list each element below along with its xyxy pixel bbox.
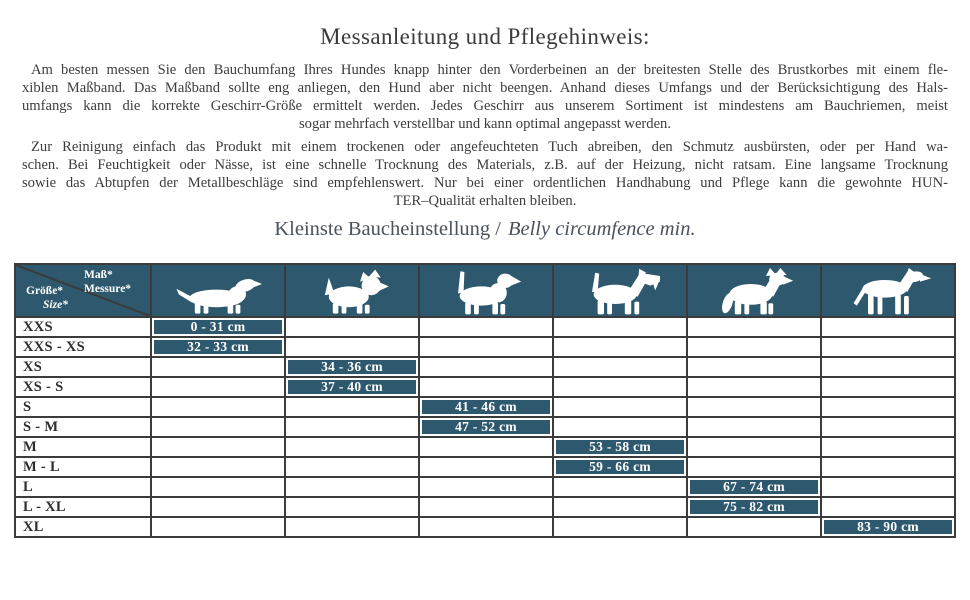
empty-cell [553,497,687,517]
paragraph-line: sowie das Abtupfen der Metallbeschläge sind empfehlenswert. Nur bei einer ordentlichen Handhabung und Pflege kann die gewohnte HUN- [22,175,948,191]
empty-cell [687,357,821,377]
hound-icon [436,268,536,316]
column-header-terrier [285,264,419,317]
table-row [15,517,955,537]
size-label-de: Größe* [26,285,64,297]
empty-cell [687,397,821,417]
empty-cell [151,437,285,457]
paragraph-line: umfangs kann die korrekte Geschirr-Größe ermittelt werden. Jedes Geschirr aus unserem Sortiment ist mindestens am Bauchriemen, meist [22,98,948,114]
column-header-great-dane [821,264,955,317]
measurement-cell: 0 - 31 cm [151,317,285,337]
empty-cell [821,397,955,417]
empty-cell [419,337,553,357]
size-label-en: Size* [43,298,68,311]
size-table-body [15,317,955,537]
paragraph-line: sogar mehrfach verstellbar und kann optimal angepasst werden. [298,116,671,132]
subtitle-english: Belly circumfence min. [507,218,696,240]
empty-cell [553,337,687,357]
airedale-icon [570,268,670,316]
measurement-cell: 75 - 82 cm [687,497,821,517]
size-chart-table [14,263,956,538]
size-label: M - L [15,457,151,477]
empty-cell [285,337,419,357]
table-row [15,477,955,497]
paragraph-line: TER–Qualität erhalten bleiben. [393,193,577,209]
empty-cell [821,457,955,477]
empty-cell [553,517,687,537]
empty-cell [285,517,419,537]
column-header-dachshund [151,264,285,317]
empty-cell [285,437,419,457]
paragraph-line: Zur Reinigung einfach das Produkt mit einem trockenen oder angefeuchteten Tuch abreiben, den Schmutz ausbürsten, oder per Hand wa- [31,139,948,155]
measurement-cell: 59 - 66 cm [553,457,687,477]
empty-cell [285,417,419,437]
column-header-shepherd [687,264,821,317]
empty-cell [821,317,955,337]
size-label: XS [15,357,151,377]
empty-cell [419,357,553,377]
empty-cell [285,477,419,497]
measurement-cell: 37 - 40 cm [285,377,419,397]
corner-header-cell [15,264,151,317]
size-label: S - M [15,417,151,437]
table-row [15,497,955,517]
empty-cell [419,437,553,457]
empty-cell [419,477,553,497]
empty-cell [151,517,285,537]
empty-cell [285,457,419,477]
size-label: XXS [15,317,151,337]
size-label: XXS - XS [15,337,151,357]
empty-cell [151,417,285,437]
empty-cell [419,317,553,337]
measure-label-en: Messure* [84,282,132,295]
table-subtitle [0,218,970,241]
great-dane-icon [838,268,938,316]
empty-cell [553,397,687,417]
empty-cell [821,437,955,457]
empty-cell [821,337,955,357]
size-header-label [26,285,68,312]
measurement-cell: 83 - 90 cm [821,517,955,537]
empty-cell [553,477,687,497]
measurement-cell: 41 - 46 cm [419,397,553,417]
empty-cell [687,417,821,437]
empty-cell [821,377,955,397]
empty-cell [151,477,285,497]
table-row [15,457,955,477]
empty-cell [151,497,285,517]
paragraph-line: xiblen Maßband. Das Maßband sollte eng anliegen, den Hund aber nicht beengen. Anhand dieses Umfangs und der Berücksichtigung des Hals- [22,80,948,96]
size-label: XL [15,517,151,537]
empty-cell [821,357,955,377]
column-header-airedale [553,264,687,317]
size-label: L [15,477,151,497]
size-label: S [15,397,151,417]
table-row [15,417,955,437]
empty-cell [285,497,419,517]
table-row [15,337,955,357]
empty-cell [687,377,821,397]
empty-cell [151,377,285,397]
table-row [15,357,955,377]
table-row [15,377,955,397]
measure-header-label [84,269,131,296]
shepherd-icon [704,268,804,316]
dachshund-icon [168,268,268,316]
measure-label-de: Maß* [84,269,113,281]
empty-cell [151,397,285,417]
measurement-cell: 53 - 58 cm [553,437,687,457]
empty-cell [151,457,285,477]
table-row [15,437,955,457]
table-row [15,397,955,417]
measurement-cell: 34 - 36 cm [285,357,419,377]
empty-cell [419,497,553,517]
empty-cell [821,417,955,437]
table-header-row [15,264,955,317]
empty-cell [285,397,419,417]
measurement-cell: 32 - 33 cm [151,337,285,357]
size-label: L - XL [15,497,151,517]
empty-cell [553,417,687,437]
empty-cell [553,317,687,337]
empty-cell [687,337,821,357]
empty-cell [419,377,553,397]
terrier-icon [302,268,402,316]
empty-cell [687,457,821,477]
empty-cell [821,477,955,497]
paragraph-care-instructions [22,138,948,210]
size-label: M [15,437,151,457]
empty-cell [687,437,821,457]
empty-cell [687,517,821,537]
empty-cell [419,457,553,477]
table-row [15,317,955,337]
empty-cell [821,497,955,517]
page-title: Messanleitung und Pflegehinweis: [320,24,650,49]
subtitle-german: Kleinste Baucheinstellung / [274,218,501,240]
measurement-cell: 67 - 74 cm [687,477,821,497]
size-label: XS - S [15,377,151,397]
empty-cell [151,357,285,377]
measurement-cell: 47 - 52 cm [419,417,553,437]
empty-cell [419,517,553,537]
empty-cell [553,377,687,397]
paragraph-line: schen. Bei Feuchtigkeit oder Nässe, ist eine schnelle Trocknung des Materials, z.B. auf der Heizung, nicht ratsam. Eine langsame Trocknung [22,157,948,173]
empty-cell [687,317,821,337]
paragraph-measuring-instructions [22,61,948,133]
empty-cell [553,357,687,377]
paragraph-line: Am besten messen Sie den Bauchumfang Ihres Hundes knapp hinter den Vorderbeinen an der breitesten Stelle des Brustkorbes mit einem fle- [31,62,948,78]
empty-cell [285,317,419,337]
column-header-hound [419,264,553,317]
